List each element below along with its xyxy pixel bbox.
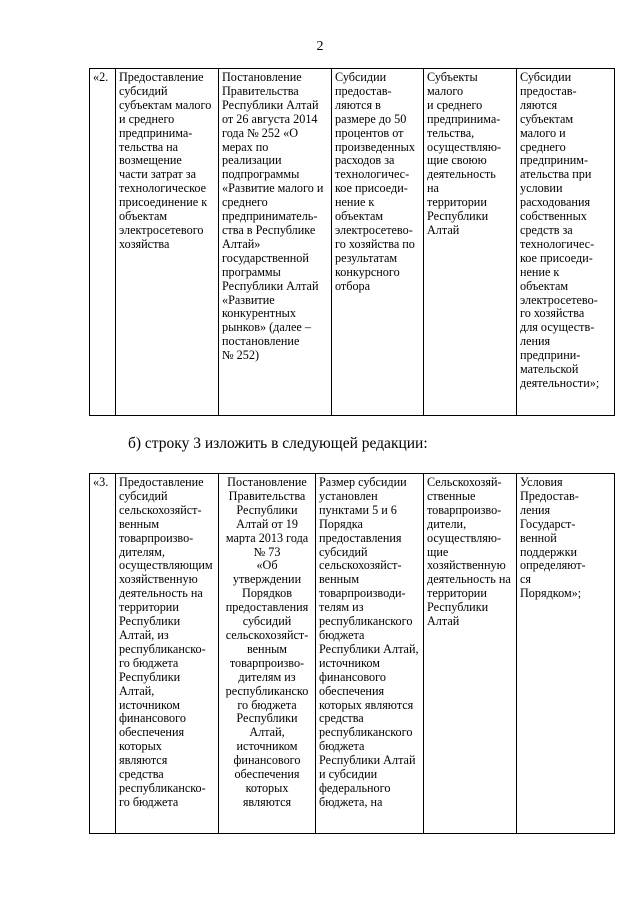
row-number: «2. xyxy=(90,69,116,416)
conditions-cell: Субсидии предостав- ляются субъектам малого и среднего предприним- ательства при условии расходования собственных средств за технологичес- кое присоеди- нение к объектам электросетево- го хозяйства для осуществ- ления предприни- мательской деятельности»; xyxy=(517,69,615,416)
table-row xyxy=(90,69,615,416)
instruction-heading: б) строку 3 изложить в следующей редакции: xyxy=(128,435,428,452)
table-row xyxy=(90,474,615,834)
row-number: «3. xyxy=(90,474,116,834)
recipients-cell: Субъекты малого и среднего предпринима- тельства, осуществляю- щие своюю деятельность на территории Республики Алтай xyxy=(424,69,517,416)
subsidy-amount-cell: Субсидии предостав- ляются в размере до 50 процентов от произведенных расходов за технологичес- кое присоеди- нение к объектам электросетево- го хозяйства по результатам конкурсного отбора xyxy=(332,69,424,416)
legal-act-cell: Постановление Правительства Республики Алтай от 19 марта 2013 года № 73 «Об утверждении Порядков предоставления субсидий сельскохозяйст- венным товарпроизво- дителям из республиканско го бюджета Республики Алтай, источником финансового обеспечения которых являются xyxy=(219,474,316,834)
subsidy-amount-cell: Размер субсидии установлен пунктами 5 и 6 Порядка предоставления субсидий сельскохозяйст- венным товарпроизводи- телям из республиканского бюджета Республики Алтай, источником финансового обеспечения которых являются средства республиканского бюджета Республики Алтай и субсидии федерального бюджета, на xyxy=(316,474,424,834)
measure-name-cell: Предоставление субсидий субъектам малого и среднего предпринима- тельства на возмещение части затрат за технологическое присоединение к объектам электросетевого хозяйства xyxy=(116,69,219,416)
legal-act-cell: Постановление Правительства Республики Алтай от 26 августа 2014 года № 252 «О мерах по реализации подпрограммы «Развитие малого и среднего предприниматель- ства в Республике Алтай» государственной программы Республики Алтай «Развитие конкурентных рынков» (далее – постановление № 252) xyxy=(219,69,332,416)
recipients-cell: Сельскохозяй- ственные товарпроизво- дители, осуществляю- щие хозяйственную деятельность на территории Республики Алтай xyxy=(424,474,517,834)
table-row-3 xyxy=(89,473,615,834)
page-number: 2 xyxy=(316,39,324,54)
measure-name-cell: Предоставление субсидий сельскохозяйст- венным товарпроизво- дителям, осуществляющим хозяйственную деятельность на территории Республики Алтай, из республиканско- го бюджета Республики Алтай, источником финансового обеспечения которых являются средства республиканско- го бюджета xyxy=(116,474,219,834)
conditions-cell: Условия Предостав- ления Государст- венной поддержки определяют- ся Порядком»; xyxy=(517,474,615,834)
table-row-2 xyxy=(89,68,615,416)
